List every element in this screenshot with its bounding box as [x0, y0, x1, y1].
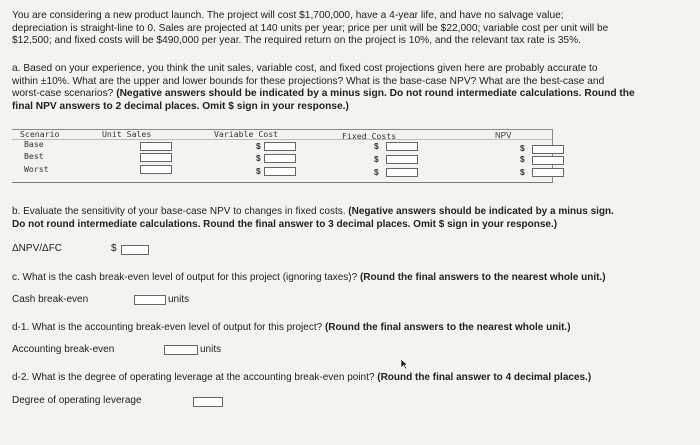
best-fixed-costs-dollar: $ [374, 154, 379, 164]
operating-leverage-input[interactable] [193, 397, 223, 407]
cash-break-even-input[interactable] [134, 295, 166, 305]
base-npv-input[interactable] [532, 145, 564, 154]
cash-break-even-label: Cash break-even [12, 294, 89, 305]
part-a-line-3: worst-case scenarios? (Negative answers should be indicated by a minus sign. Do not round intermediate calculations. Round the [12, 88, 635, 100]
base-npv-dollar: $ [520, 143, 525, 153]
intro-line-3: $12,500; and fixed costs will be $490,000 per year. The required return on the project is 10%, and the relevant tax rate is 35%. [12, 35, 581, 47]
part-b-question [12, 206, 698, 231]
table-header-rule [12, 139, 552, 140]
worst-npv-dollar: $ [520, 167, 525, 177]
base-fixed-costs-dollar: $ [374, 141, 379, 151]
part-a-instructions: (Negative answers should be indicated by a minus sign. Do not round intermediate calculations. Round the [116, 88, 635, 100]
best-variable-cost-dollar: $ [256, 153, 261, 163]
table-bottom-rule [12, 182, 552, 183]
operating-leverage-label: Degree of operating leverage [12, 395, 142, 406]
intro-line-2: depreciation is straight-line to 0. Sales are projected at 140 units per year; price per unit will be $22,000; variable cost per unit will be [12, 22, 609, 34]
base-fixed-costs-input[interactable] [386, 142, 418, 151]
worst-npv-input[interactable] [532, 168, 564, 177]
base-variable-cost-input[interactable] [264, 142, 296, 151]
header-variable-cost: Variable Cost [214, 129, 279, 139]
worst-variable-cost-dollar: $ [256, 166, 261, 176]
part-c-question: c. What is the cash break-even level of output for this project (ignoring taxes)? (Round the final answers to the nearest whole unit.) [12, 272, 606, 283]
part-d1-question: d-1. What is the accounting break-even level of output for this project? (Round the final answers to the nearest whole unit.) [12, 322, 571, 333]
accounting-break-even-label: Accounting break-even [12, 344, 115, 355]
best-variable-cost-input[interactable] [264, 154, 296, 163]
worst-fixed-costs-input[interactable] [386, 168, 418, 177]
worst-unit-sales-input[interactable] [140, 165, 172, 174]
row-worst-label: Worst [24, 164, 49, 174]
part-a-line-4: final NPV answers to 2 decimal places. Omit $ sign in your response.) [12, 100, 349, 112]
row-best-label: Best [24, 151, 44, 161]
delta-npv-dollar: $ [111, 243, 117, 254]
problem-intro [12, 10, 698, 48]
header-fixed-costs: Fixed Costs [342, 131, 397, 141]
worst-variable-cost-input[interactable] [264, 167, 296, 176]
part-d2-question: d-2. What is the degree of operating leverage at the accounting break-even point? (Round the final answer to 4 decimal places.) [12, 372, 592, 383]
best-npv-input[interactable] [532, 156, 564, 165]
base-unit-sales-input[interactable] [140, 142, 172, 151]
part-a-question [12, 63, 698, 113]
header-npv: NPV [495, 131, 512, 140]
accounting-break-even-unit: units [200, 344, 222, 355]
part-a-line-2: within ±10%. What are the upper and lower bounds for these projections? What is the base-case NPV? What are the best-case and [12, 75, 605, 87]
part-b-line-2: Do not round intermediate calculations. Round the final answer to 3 decimal places. Omit $ sign in your response.) [12, 218, 558, 230]
cash-break-even-unit: units [168, 294, 190, 305]
table-top-rule [12, 129, 552, 130]
best-unit-sales-input[interactable] [140, 153, 172, 162]
header-unit-sales: Unit Sales [102, 129, 152, 139]
intro-line-1: You are considering a new product launch. The project will cost $1,700,000, have a 4-year life, and have no salvage value; [12, 10, 564, 21]
accounting-break-even-input[interactable] [164, 345, 198, 355]
worst-fixed-costs-dollar: $ [374, 167, 379, 177]
row-base-label: Base [24, 139, 44, 149]
mouse-cursor-icon [400, 358, 408, 370]
best-fixed-costs-input[interactable] [386, 155, 418, 164]
part-b-line-1: b. Evaluate the sensitivity of your base-case NPV to changes in fixed costs. (Negative answers should be indicated by a minus sign. [12, 206, 614, 217]
header-scenario: Scenario [20, 129, 60, 139]
delta-npv-label: ΔNPV/ΔFC [12, 243, 63, 254]
base-variable-cost-dollar: $ [256, 141, 261, 151]
best-npv-dollar: $ [520, 154, 525, 164]
delta-npv-input[interactable] [121, 245, 149, 255]
part-a-line-1: a. Based on your experience, you think the unit sales, variable cost, and fixed cost projections given here are probably accurate to [12, 63, 598, 74]
part-b-instructions: (Negative answers should be indicated by a minus sign. [348, 206, 614, 217]
